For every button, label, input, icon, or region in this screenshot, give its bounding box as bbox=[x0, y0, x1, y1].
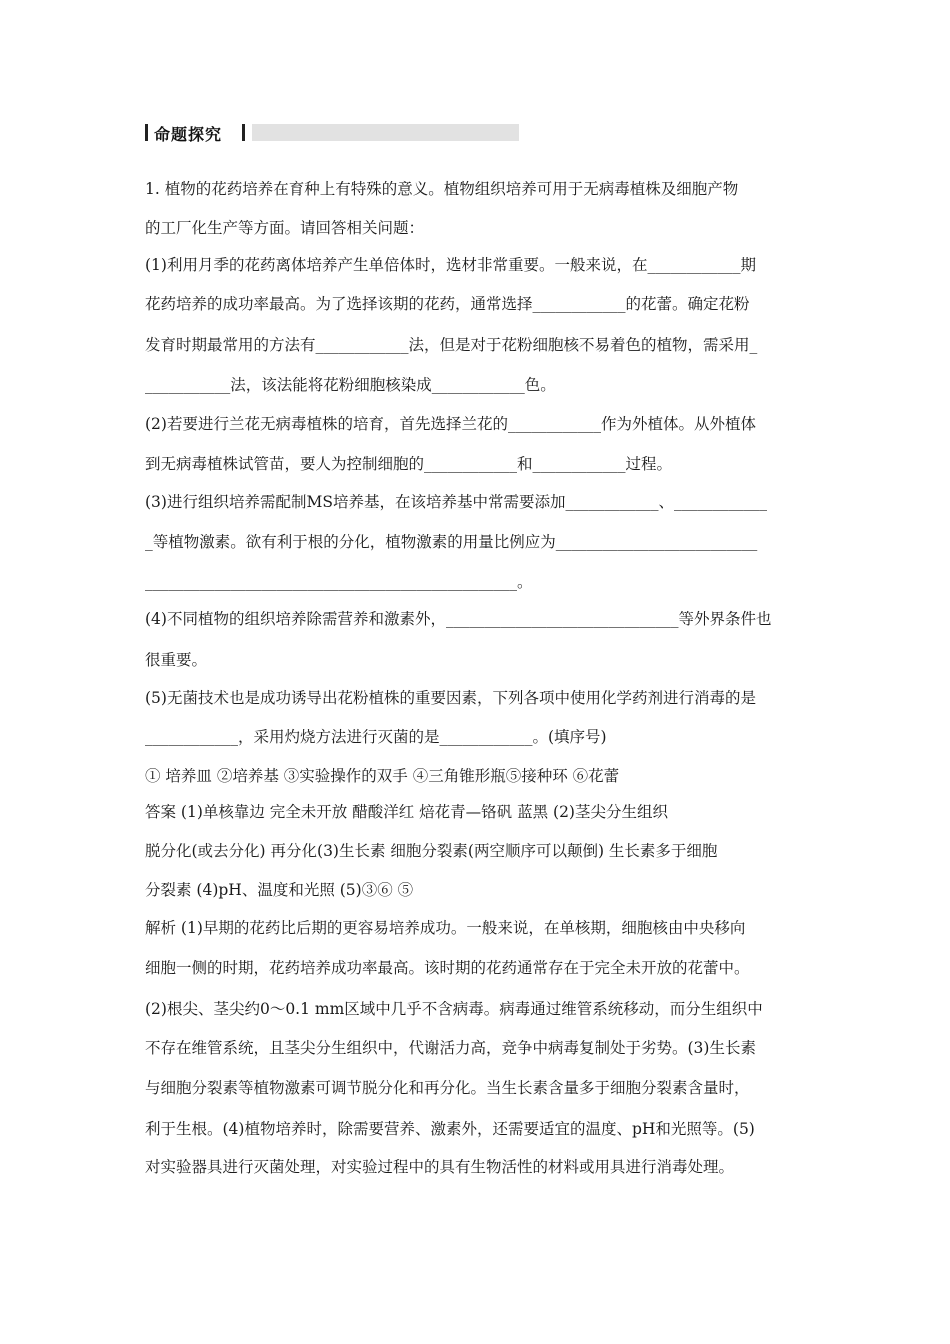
analysis-line: 细胞一侧的时期，花药培养成功率最高。该时期的花药通常存在于完全未开放的花蕾中。 bbox=[145, 959, 750, 977]
question-line: ________________________________________________。 bbox=[145, 573, 533, 591]
question-line: (1)利用月季的花药离体培养产生单倍体时，选材非常重要。一般来说，在____________期 bbox=[145, 256, 756, 274]
analysis-line: 不存在维管系统，且茎尖分生组织中，代谢活力高，竞争中病毒复制处于劣势。(3)生长素 bbox=[145, 1039, 756, 1057]
header-bar-left bbox=[145, 124, 148, 141]
question-line: 很重要。 bbox=[145, 651, 208, 669]
options-line: ① 培养皿 ②培养基 ③实验操作的双手 ④三角锥形瓶⑤接种环 ⑥花蕾 bbox=[145, 767, 620, 785]
answer-line: 分裂素 (4)pH、温度和光照 (5)③⑥ ⑤ bbox=[145, 881, 414, 899]
question-line: 花药培养的成功率最高。为了选择该期的花药，通常选择____________的花蕾。确定花粉 bbox=[145, 295, 750, 313]
question-line: 发育时期最常用的方法有____________法，但是对于花粉细胞核不易着色的植物，需采用_ bbox=[145, 336, 758, 354]
question-line: ___________法，该法能将花粉细胞核染成____________色。 bbox=[145, 376, 556, 394]
question-line: (5)无菌技术也是成功诱导出花粉植株的重要因素，下列各项中使用化学药剂进行消毒的是 bbox=[145, 689, 756, 707]
question-line: _等植物激素。欲有利于根的分化，植物激素的用量比例应为__________________________ bbox=[145, 533, 758, 551]
analysis-line: 与细胞分裂素等植物激素可调节脱分化和再分化。当生长素含量多于细胞分裂素含量时， bbox=[145, 1079, 750, 1097]
section-title: 命题探究 bbox=[154, 125, 223, 144]
question-line: ____________，采用灼烧方法进行灭菌的是____________。(填序号) bbox=[145, 728, 607, 746]
question-line: 到无病毒植株试管苗，要人为控制细胞的____________和____________过程。 bbox=[145, 455, 673, 473]
header-bar-right bbox=[242, 124, 245, 141]
analysis-line: 对实验器具进行灭菌处理，对实验过程中的具有生物活性的材料或用具进行消毒处理。 bbox=[145, 1158, 735, 1176]
question-line: (3)进行组织培养需配制MS培养基，在该培养基中常需要添加____________、____________ bbox=[145, 493, 767, 511]
question-line: (2)若要进行兰花无病毒植株的培育，首先选择兰花的____________作为外植体。从外植体 bbox=[145, 415, 756, 433]
question-line: 1. 植物的花药培养在育种上有特殊的意义。植物组织培养可用于无病毒植株及细胞产物 bbox=[145, 180, 739, 198]
analysis-line: 利于生根。(4)植物培养时，除需要营养、激素外，还需要适宜的温度、pH和光照等。(5) bbox=[145, 1120, 755, 1138]
section-header bbox=[145, 123, 519, 142]
analysis-line: (2)根尖、茎尖约0～0.1 mm区域中几乎不含病毒。病毒通过维管系统移动，而分生组织中 bbox=[145, 1000, 763, 1018]
question-line: 的工厂化生产等方面。请回答相关问题： bbox=[145, 219, 425, 237]
analysis-line: 解析 (1)早期的花药比后期的更容易培养成功。一般来说，在单核期，细胞核由中央移向 bbox=[145, 919, 746, 937]
answer-line: 答案 (1)单核靠边 完全未开放 醋酸洋红 焙花青—铬矾 蓝黑 (2)茎尖分生组织 bbox=[145, 803, 668, 821]
question-line: (4)不同植物的组织培养除需营养和激素外，______________________________等外界条件也 bbox=[145, 610, 772, 628]
header-rule bbox=[252, 124, 519, 141]
answer-line: 脱分化(或去分化) 再分化(3)生长素 细胞分裂素(两空顺序可以颠倒) 生长素多于细胞 bbox=[145, 842, 718, 860]
